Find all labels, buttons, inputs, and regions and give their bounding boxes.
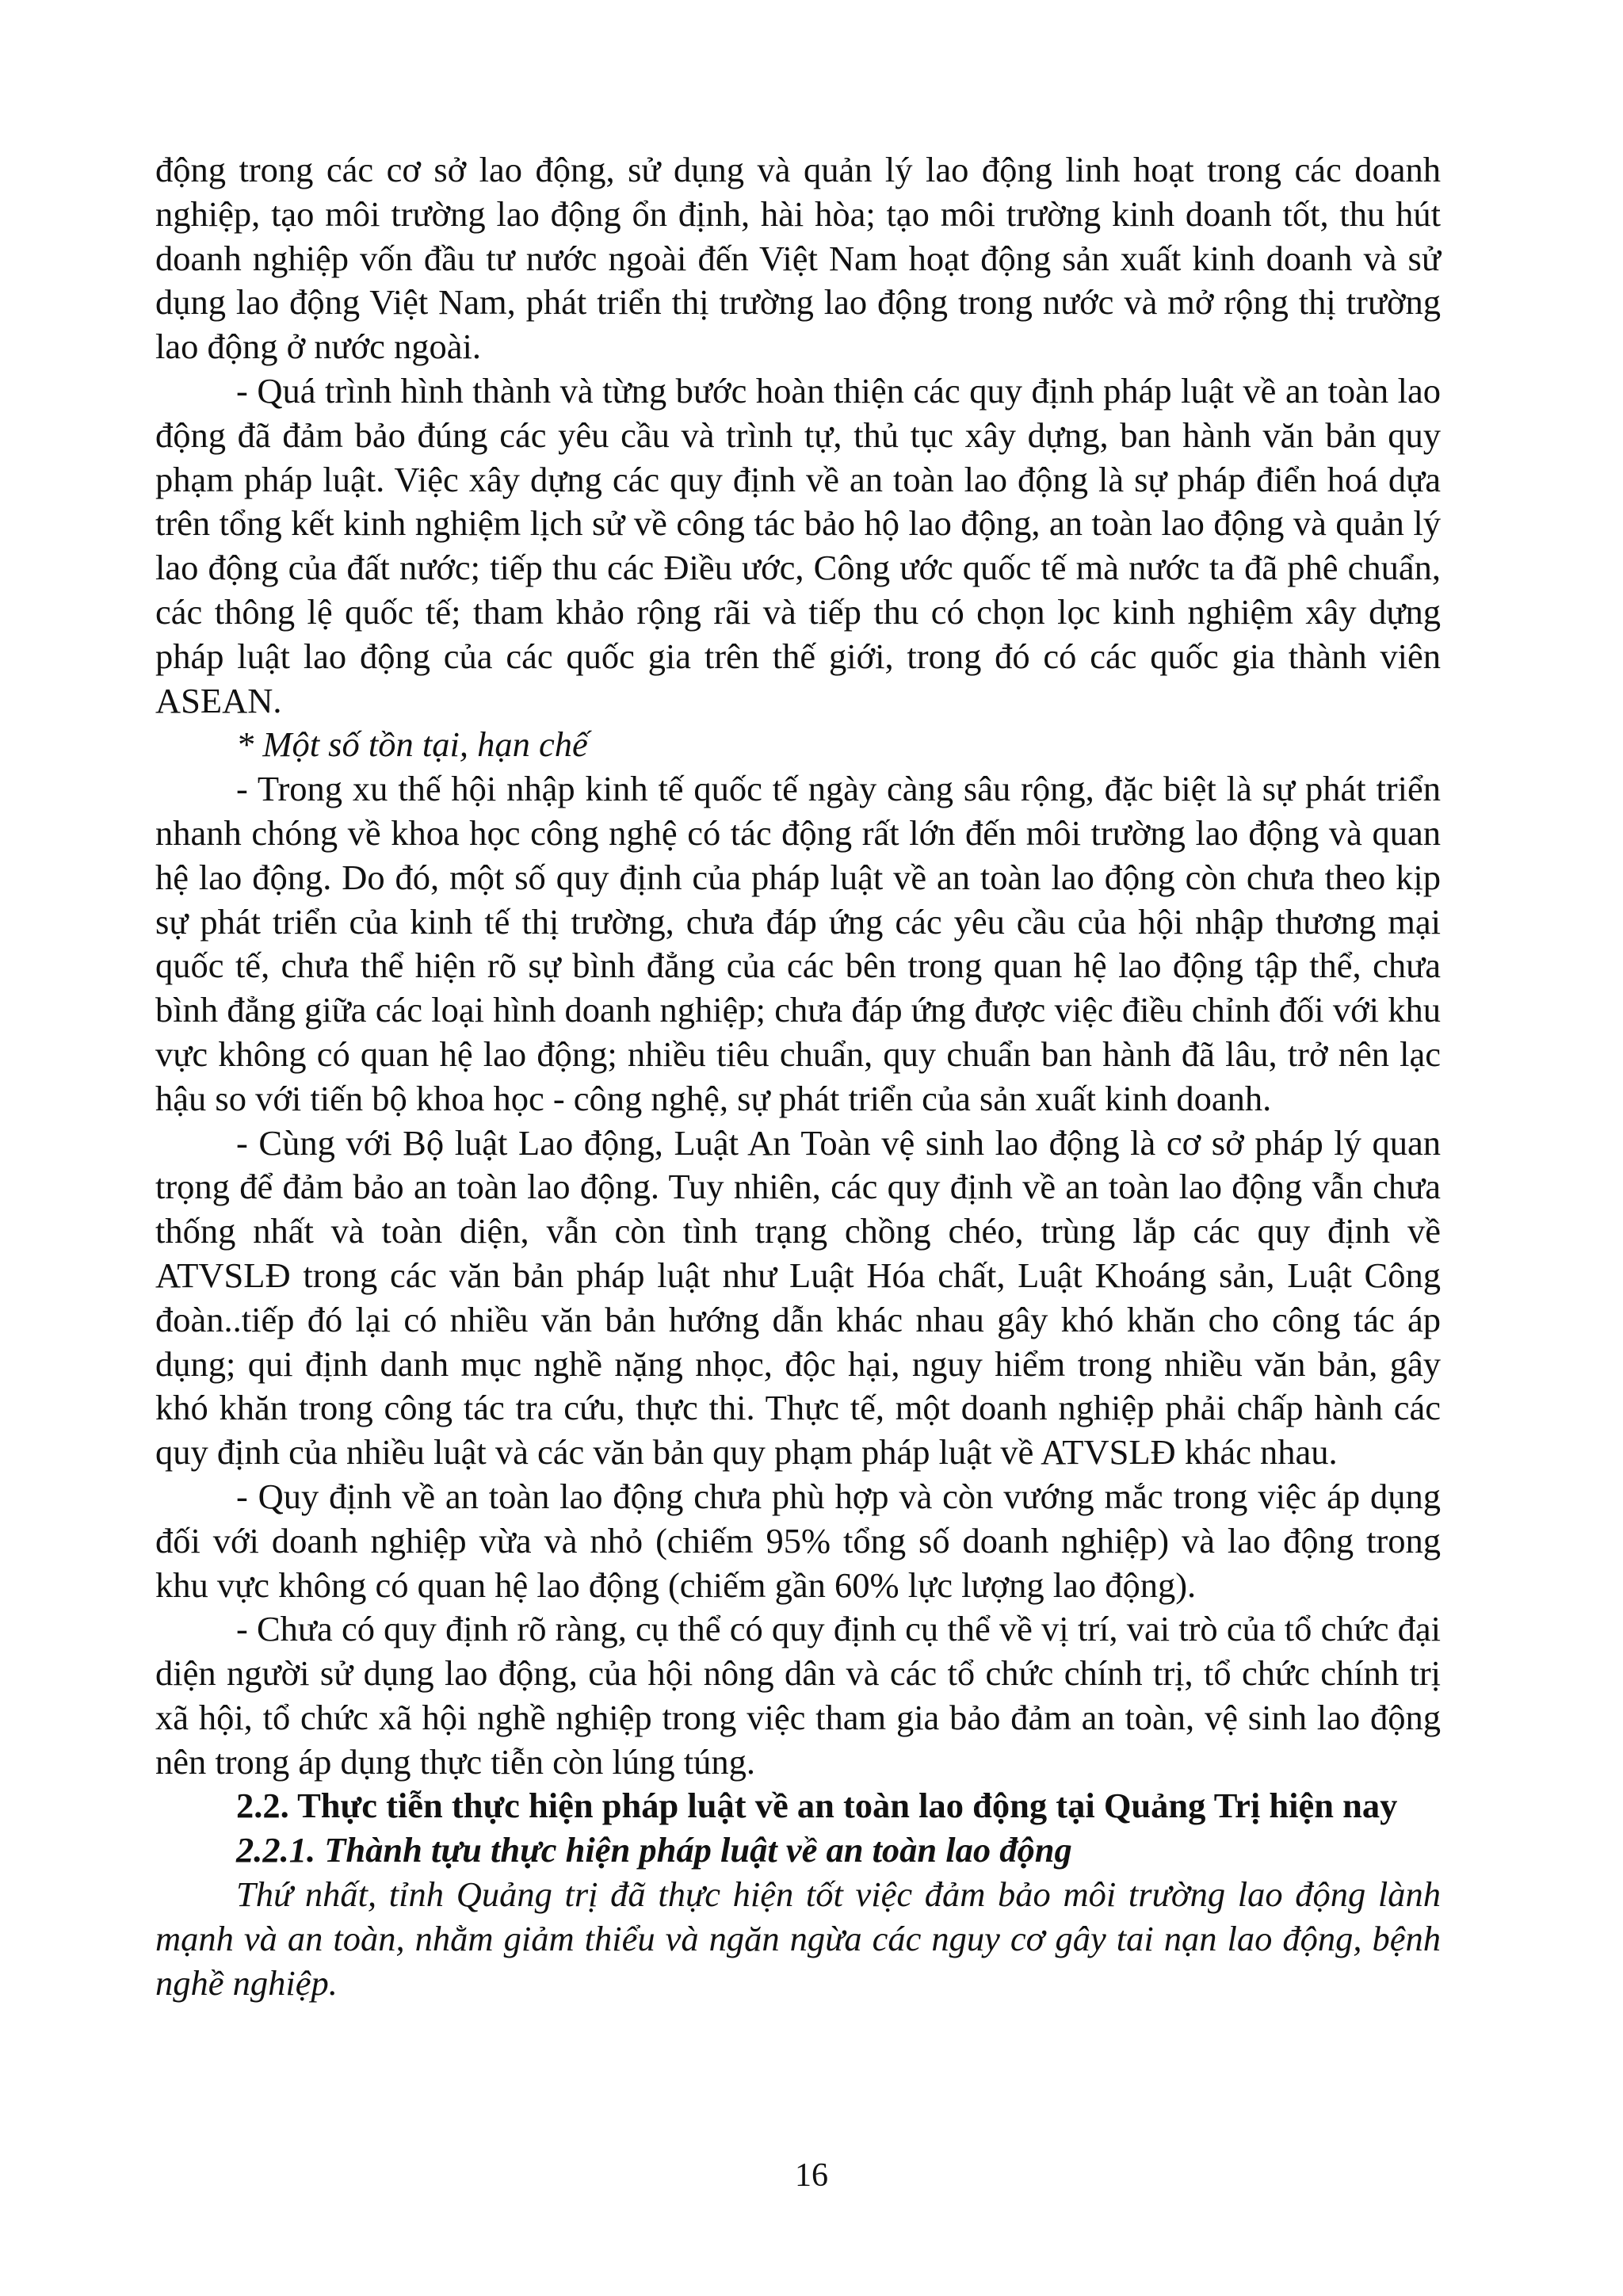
paragraph-labor-code: - Cùng với Bộ luật Lao động, Luật An Toàn vệ sinh lao động là cơ sở pháp lý quan trọng để đảm bảo an toàn lao động. Tuy nhiên, các quy định về an toàn lao động vẫn chưa thống nhất và toàn diện, vẫn còn tình trạng chồng chéo, trùng lắp các quy định về ATVSLĐ trong các văn bản pháp luật như Luật Hóa chất, Luật Khoáng sản, Luật Công đoàn..tiếp đó lại có nhiều văn bản hướng dẫn khác nhau gây khó khăn cho công tác áp dụng; qui định danh mục nghề nặng nhọc, độc hại, nguy hiểm trong nhiều văn bản, gây khó khăn trong công tác tra cứu, thực thi. Thực tế, một doanh nghiệp phải chấp hành các quy định của nhiều luật và các văn bản quy phạm pháp luật về ATVSLĐ khác nhau.: [155, 1122, 1441, 1473]
paragraph-first-achievement: Thứ nhất, tỉnh Quảng trị đã thực hiện tốt việc đảm bảo môi trường lao động lành mạnh và an toàn, nhằm giảm thiểu và ngăn ngừa các nguy cơ gây tai nạn lao động, bệnh nghề nghiệp.: [155, 1874, 1441, 2003]
section-heading-2-2: 2.2. Thực tiễn thực hiện pháp luật về an toàn lao động tại Quảng Trị hiện nay: [236, 1786, 1398, 1826]
section-heading-2-2-1: 2.2.1. Thành tựu thực hiện pháp luật về an toàn lao động: [236, 1830, 1072, 1870]
paragraph-integration-trend: - Trong xu thế hội nhập kinh tế quốc tế ngày càng sâu rộng, đặc biệt là sự phát triển nhanh chóng về khoa học công nghệ có tác động rất lớn đến môi trường lao động và quan hệ lao động. Do đó, một số quy định của pháp luật về an toàn lao động còn chưa theo kịp sự phát triển của kinh tế thị trường, chưa đáp ứng các yêu cầu của hội nhập thương mại quốc tế, chưa thể hiện rõ sự bình đẳng của các bên trong quan hệ lao động tập thể, chưa bình đẳng giữa các loại hình doanh nghiệp; chưa đáp ứng được việc điều chỉnh đối với khu vực không có quan hệ lao động; nhiều tiêu chuẩn, quy chuẩn ban hành đã lâu, trở nên lạc hậu so với tiến bộ khoa học - công nghệ, sự phát triển của sản xuất kinh doanh.: [155, 769, 1441, 1118]
paragraph-continuation: động trong các cơ sở lao động, sử dụng và quản lý lao động linh hoạt trong các doanh nghiệp, tạo môi trường lao động ổn định, hài hòa; tạo môi trường kinh doanh tốt, thu hút doanh nghiệp vốn đầu tư nước ngoài đến Việt Nam hoạt động sản xuất kinh doanh và sử dụng lao động Việt Nam, phát triển thị trường lao động trong nước và mở rộng thị trường lao động ở nước ngoài.: [155, 150, 1441, 367]
paragraph-legal-formation: - Quá trình hình thành và từng bước hoàn thiện các quy định pháp luật về an toàn lao động đã đảm bảo đúng các yêu cầu và trình tự, thủ tục xây dựng, ban hành văn bản quy phạm pháp luật. Việc xây dựng các quy định về an toàn lao động là sự pháp điển hoá dựa trên tổng kết kinh nghiệm lịch sử về công tác bảo hộ lao động, an toàn lao động và quản lý lao động của đất nước; tiếp thu các Điều ước, Công ước quốc tế mà nước ta đã phê chuẩn, các thông lệ quốc tế; tham khảo rộng rãi và tiếp thu có chọn lọc kinh nghiệm xây dựng pháp luật lao động của các quốc gia trên thế giới, trong đó có các quốc gia thành viên ASEAN.: [155, 370, 1441, 720]
paragraph-sme-regulation: - Quy định về an toàn lao động chưa phù hợp và còn vướng mắc trong việc áp dụng đối với doanh nghiệp vừa và nhỏ (chiếm 95% tổng số doanh nghiệp) và lao động trong khu vực không có quan hệ lao động (chiếm gần 60% lực lượng lao động).: [155, 1476, 1441, 1605]
page-body: [155, 148, 1441, 2005]
subheading-limitations: * Một số tồn tại, hạn chế: [236, 724, 588, 765]
page-number: 16: [795, 2157, 828, 2194]
paragraph-organization-roles: - Chưa có quy định rõ ràng, cụ thể có quy định cụ thể về vị trí, vai trò của tổ chức đại diện người sử dụng lao động, của hội nông dân và các tổ chức chính trị, tổ chức chính trị xã hội, tổ chức xã hội nghề nghiệp trong việc tham gia bảo đảm an toàn, vệ sinh lao động nên trong áp dụng thực tiễn còn lúng túng.: [155, 1609, 1441, 1782]
